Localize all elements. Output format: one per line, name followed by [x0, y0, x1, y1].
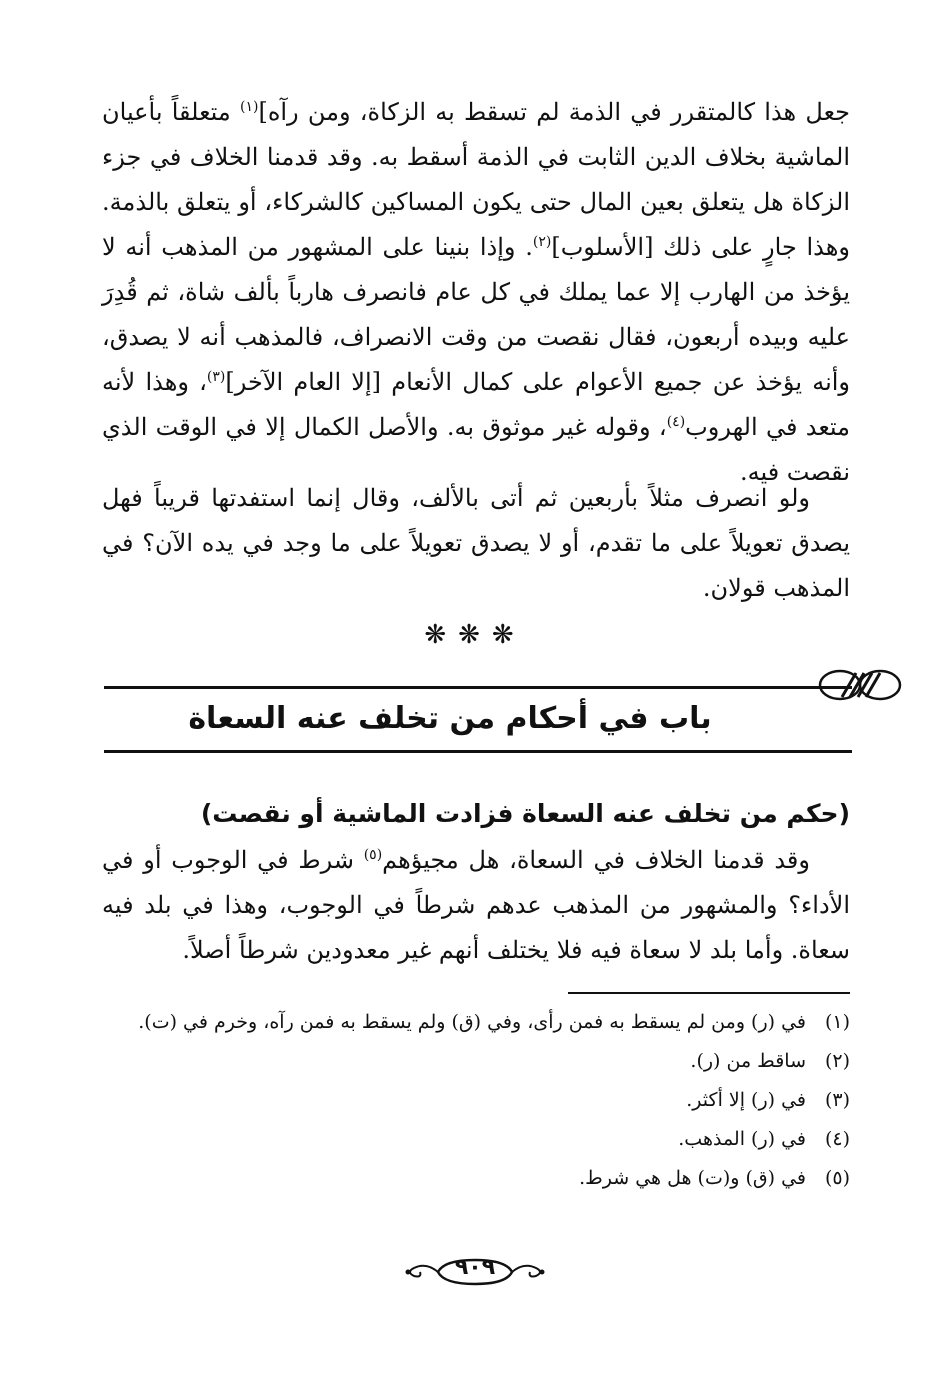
- body-paragraph-3: [102, 838, 850, 973]
- footnote-ref-3[interactable]: (٣): [206, 369, 226, 385]
- footnote-ref-5[interactable]: (٥): [363, 847, 383, 863]
- footnote: [102, 1164, 850, 1192]
- footnote-number: (٢): [824, 1050, 850, 1072]
- body-paragraph-1: [102, 90, 850, 495]
- footnote-separator: [568, 992, 850, 994]
- footnote: [102, 1125, 850, 1153]
- section-separator-stars: ❋❋❋: [424, 620, 526, 650]
- paragraph-text: ، وهذا لأنه متعد في الهروب: [102, 368, 851, 441]
- chapter-rule-bottom: [104, 750, 852, 753]
- paragraph-text: ، وقوله غير موثوق به. والأصل الكمال إلا في الوقت الذي نقصت فيه.: [102, 413, 850, 486]
- footnote-number: (٣): [824, 1089, 850, 1111]
- section-heading: (حكم من تخلف عنه السعاة فزادت الماشية أو نقصت): [200, 799, 850, 828]
- body-paragraph-2: ولو انصرف مثلاً بأربعين ثم أتى بالألف، وقال إنما استفدتها قريباً فهل يصدق تعويلاً على ما تقدم، أو لا يصدق تعويلاً على ما وجد في يده الآن؟ في المذهب قولان.: [102, 484, 850, 602]
- page-number: ٩٠٩: [454, 1255, 496, 1280]
- paragraph-text: . وإذا بنينا على المشهور من المذهب أنه لا يؤخذ من الهارب إلا عما يملك في كل عام فانصرف هارباً بألف شاة، ثم قُدِرَ عليه وبيده أربعون، فقال نقصت من وقت الانصراف، فالمذهب أنه لا يصدق، وأنه يؤخذ عن جميع الأعوام على كمال الأنعام [إلا العام الآخر]: [102, 233, 851, 396]
- footnote-number: (٤): [824, 1128, 850, 1150]
- paragraph-text: شرط في الوجوب أو في الأداء؟ والمشهور من المذهب عدهم شرطاً في الوجوب، وهذا في بلد فيه سعاة. وأما بلد لا سعاة فيه فلا يختلف أنهم غير معدودين شرطاً أصلاً.: [102, 846, 850, 964]
- footnote: [102, 1047, 850, 1075]
- footnote-ref-4[interactable]: (٤): [666, 414, 686, 430]
- footnote-number: (٥): [824, 1167, 850, 1189]
- paragraph-text: متعلقاً بأعيان الماشية بخلاف الدين الثابت في الذمة أسقط به. وقد قدمنا الخلاف في جزء الزكاة هل يتعلق بعين المال حتى يكون المساكين كالشركاء، أو يتعلق بالذمة. وهذا جارٍ على ذلك [الأسلوب]: [102, 98, 851, 261]
- footnote-text: في (ق) و(ت) هل هي شرط.: [579, 1167, 806, 1189]
- footnote-number: (١): [824, 1011, 850, 1033]
- footnote-text: في (ر) المذهب.: [678, 1128, 806, 1150]
- footnote-text: في (ر) ومن لم يسقط به فمن رأى، وفي (ق) ولم يسقط به فمن رآه، وخرم في (ت).: [138, 1011, 806, 1033]
- footnote-text: ساقط من (ر).: [690, 1050, 806, 1072]
- footnote: [102, 1008, 850, 1036]
- footnote-ref-1[interactable]: (١): [239, 99, 259, 115]
- footnote-ref-2[interactable]: (٢): [532, 234, 552, 250]
- paragraph-text: جعل هذا كالمتقرر في الذمة لم تسقط به الزكاة، ومن رآه]: [258, 98, 850, 126]
- footnote-text: في (ر) إلا أكثر.: [686, 1089, 806, 1111]
- chapter-rule-top: [104, 686, 852, 689]
- footnote: [102, 1086, 850, 1114]
- chapter-title: باب في أحكام من تخلف عنه السعاة: [188, 701, 712, 736]
- paragraph-text: وقد قدمنا الخلاف في السعاة، هل مجيؤهم: [382, 846, 810, 874]
- page-number-frame: [400, 1252, 550, 1292]
- footnotes: [102, 1008, 850, 1203]
- decorative-knot-ornament-icon: [806, 663, 914, 707]
